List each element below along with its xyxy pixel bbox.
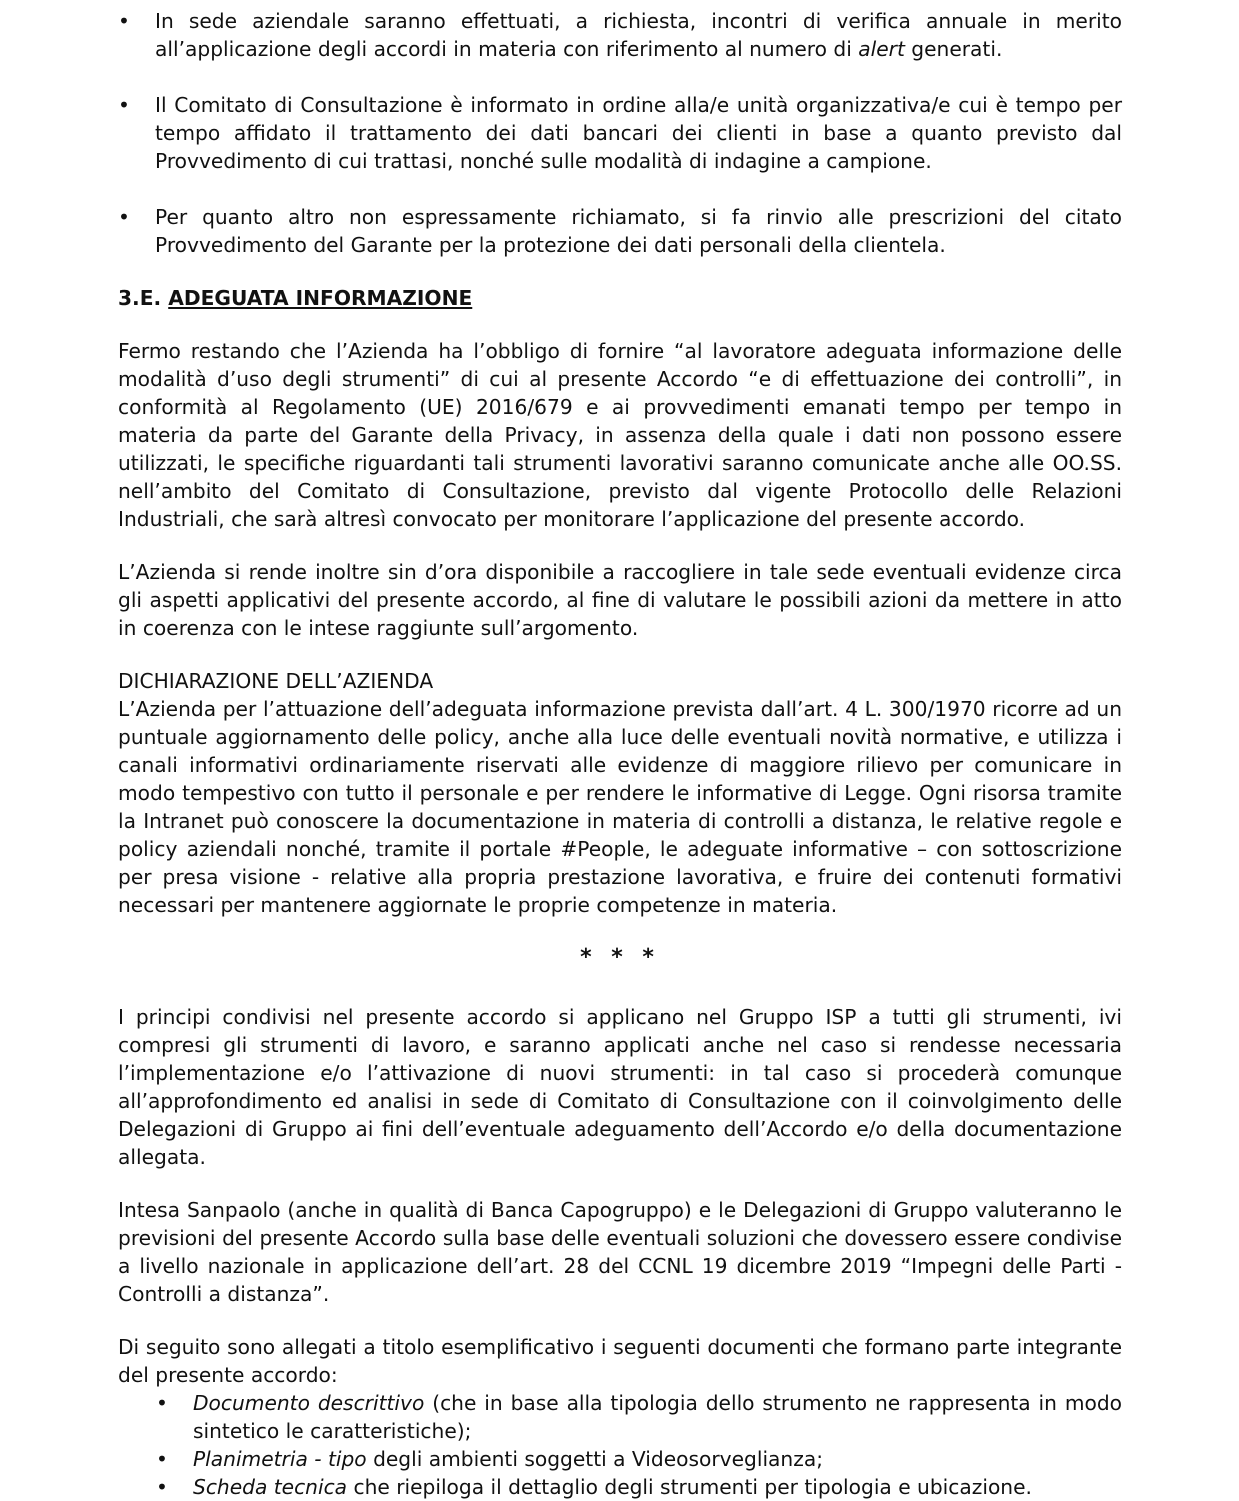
declaration-heading: DICHIARAZIONE DELL’AZIENDA [118, 669, 434, 693]
list-item-text: Per quanto altro non espressamente richiamato, si fa rinvio alle prescrizioni del citato Provvedimento del Garante per la protezione dei dati personali della clientela. [155, 205, 1122, 257]
declaration-text: L’Azienda per l’attuazione dell’adeguata informazione prevista dall’art. 4 L. 300/1970 ricorre ad un puntuale aggiornamento delle policy, anche alla luce delle eventuali novità normative, e utilizza i canali informativi ordinariamente riservati alle evidenze di maggiore rilievo per comunicare in modo tempestivo con tutto il personale e per rendere le informative di Legge. Ogni risorsa tramite la Intranet può conoscere la documentazione in materia di controlli a distanza, le relative regole e policy aziendali nonché, tramite il portale #People, le adeguate informative – con sottoscrizione per presa visione - relative alla propria prestazione lavorativa, e fruire dei contenuti formativi necessari per mantenere aggiornate le proprie competenze in materia. [118, 697, 1122, 917]
attachment-text: degli ambienti soggetti a Videosorveglianza; [366, 1447, 823, 1471]
list-item-text: generati. [904, 37, 1003, 61]
paragraph: Intesa Sanpaolo (anche in qualità di Banca Capogruppo) e le Delegazioni di Gruppo valuteranno le previsioni del presente Accordo sulla base delle eventuali soluzioni che dovessero essere condivise a livello nazionale in applicazione dell’art. 28 del CCNL 19 dicembre 2019 “Impegni delle Parti - Controlli a distanza”. [118, 1198, 1122, 1306]
attachment-text: che riepiloga il dettaglio degli strumenti per tipologia e ubicazione. [347, 1475, 1032, 1499]
paragraph: Di seguito sono allegati a titolo esemplificativo i seguenti documenti che formano parte integrante del presente accordo: [118, 1335, 1122, 1387]
section-title: ADEGUATA INFORMAZIONE [168, 286, 473, 310]
bullet-list-top [118, 7, 1122, 259]
list-item [118, 203, 1122, 259]
attachment-title: Planimetria - tipo [193, 1447, 367, 1471]
separator: * * * [580, 945, 660, 970]
bullet-icon: • [156, 1391, 168, 1415]
list-item [118, 1445, 1122, 1473]
bullet-icon: • [118, 205, 130, 229]
attachment-list [118, 1389, 1122, 1501]
paragraph: L’Azienda si rende inoltre sin d’ora disponibile a raccogliere in tale sede eventuali evidenze circa gli aspetti applicativi del presente accordo, al fine di valutare le possibili azioni da mettere in atto in coerenza con le intese raggiunte sull’argomento. [118, 560, 1122, 640]
paragraph: I principi condivisi nel presente accordo si applicano nel Gruppo ISP a tutti gli strumenti, ivi compresi gli strumenti di lavoro, e saranno applicati anche nel caso si rendesse necessaria l’implementazione e/o l’attivazione di nuovi strumenti: in tal caso si procederà comunque all’approfondimento ed analisi in sede di Comitato di Consultazione con il coinvolgimento delle Delegazioni di Gruppo ai fini dell’eventuale adeguamento dell’Accordo e/o della documentazione allegata. [118, 1005, 1122, 1169]
list-item [118, 91, 1122, 175]
document-page [118, 7, 1122, 1501]
bullet-icon: • [118, 93, 130, 117]
attachment-title: Documento descrittivo [193, 1391, 425, 1415]
list-item-text: In sede aziendale saranno effettuati, a richiesta, incontri di verifica annuale in merito all’applicazione degli accordi in materia con riferimento al numero di [155, 9, 1122, 61]
list-item [118, 7, 1122, 63]
bullet-icon: • [156, 1447, 168, 1471]
section-number: 3.E. [118, 286, 162, 310]
attachment-title: Scheda tecnica [193, 1475, 348, 1499]
section-heading [118, 284, 1122, 312]
list-item-italic: alert [858, 37, 905, 61]
list-item-text: Il Comitato di Consultazione è informato in ordine alla/e unità organizzativa/e cui è tempo per tempo affidato il trattamento dei dati bancari dei clienti in base a quanto previsto dal Provvedimento di cui trattasi, nonché sulle modalità di indagine a campione. [155, 93, 1122, 173]
bullet-icon: • [118, 9, 130, 33]
attachment-text: (che in base alla tipologia dello strumento ne rappresenta in modo sintetico le caratteristiche); [193, 1391, 1123, 1443]
bullet-icon: • [156, 1475, 168, 1499]
paragraph: Fermo restando che l’Azienda ha l’obbligo di fornire “al lavoratore adeguata informazione delle modalità d’uso degli strumenti” di cui al presente Accordo “e di effettuazione dei controlli”, in conformità al Regolamento (UE) 2016/679 e ai provvedimenti emanati tempo per tempo in materia da parte del Garante della Privacy, in assenza della quale i dati non possono essere utilizzati, le specifiche riguardanti tali strumenti lavorativi saranno comunicate anche alle OO.SS. nell’ambito del Comitato di Consultazione, previsto dal vigente Protocollo delle Relazioni Industriali, che sarà altresì convocato per monitorare l’applicazione del presente accordo. [118, 339, 1122, 531]
list-item [118, 1389, 1122, 1445]
list-item [118, 1473, 1122, 1501]
